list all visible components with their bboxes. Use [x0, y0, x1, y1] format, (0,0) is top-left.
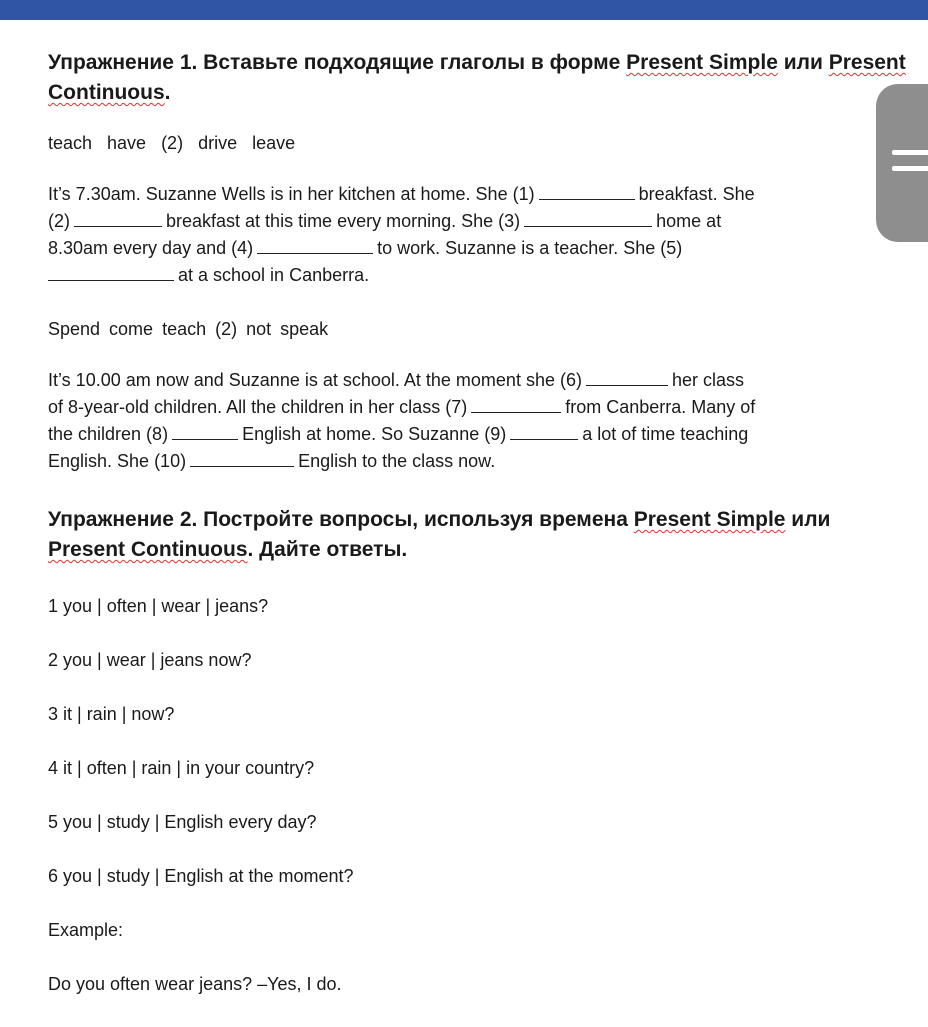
question-4: 4 it | often | rain | in your country? — [48, 758, 315, 778]
paragraph-1-line — [48, 235, 908, 262]
question-3: 3 it | rain | now? — [48, 704, 175, 724]
blank-1[interactable] — [539, 183, 635, 200]
paragraph-1-line — [48, 208, 908, 235]
handle-grip-icon — [892, 150, 928, 155]
blank-2[interactable] — [74, 210, 162, 227]
blank-6[interactable] — [586, 369, 668, 386]
exercise-1-heading-text: Упражнение 1. Вставьте подходящие глаголы в форме — [48, 51, 627, 74]
example-text: Do you often wear jeans? –Yes, I do. — [48, 974, 342, 994]
text: from Canberra. Many of — [565, 397, 756, 417]
example-label: Example: — [48, 920, 124, 940]
top-app-bar — [0, 0, 928, 20]
drag-handle[interactable] — [876, 84, 928, 242]
exercise-2-heading-text: Упражнение 2. Постройте вопросы, используя времена — [48, 508, 634, 531]
paragraph-2-line — [48, 421, 908, 448]
paragraph-1 — [48, 181, 908, 289]
document-page — [48, 30, 908, 998]
blank-7[interactable] — [471, 396, 561, 413]
paragraph-1-line — [48, 181, 908, 208]
text: English at home. So Suzanne (9) — [242, 424, 507, 444]
text: breakfast. She — [638, 184, 755, 204]
text: English. She (10) — [48, 451, 187, 471]
blank-4[interactable] — [257, 237, 373, 254]
heading-or: или — [785, 508, 831, 531]
text: a lot of time teaching — [582, 424, 749, 444]
heading-dot: . — [164, 81, 171, 104]
term-present-continuous: Present Continuous — [48, 51, 906, 104]
heading-tail: . Дайте ответы. — [247, 538, 408, 561]
question-2: 2 you | wear | jeans now? — [48, 650, 252, 670]
text: to work. Suzanne is a teacher. She (5) — [377, 238, 683, 258]
heading-or: или — [777, 51, 829, 74]
paragraph-2-line — [48, 367, 908, 394]
text: It’s 7.30am. Suzanne Wells is in her kitchen at home. She (1) — [48, 184, 535, 204]
term-present-simple: Present Simple — [626, 51, 778, 74]
blank-9[interactable] — [510, 423, 578, 440]
question-1: 1 you | often | wear | jeans? — [48, 596, 269, 616]
blank-5[interactable] — [48, 264, 174, 281]
exercise-1-heading — [48, 48, 908, 108]
blank-3[interactable] — [524, 210, 652, 227]
text: English to the class now. — [298, 451, 496, 471]
term-present-continuous: Present Continuous — [48, 538, 248, 561]
question-5: 5 you | study | English every day? — [48, 812, 317, 832]
blank-10[interactable] — [190, 450, 294, 467]
text: at a school in Canberra. — [178, 265, 370, 285]
question-6: 6 you | study | English at the moment? — [48, 866, 354, 886]
text: of 8-year-old children. All the children in her class (7) — [48, 397, 468, 417]
text: the children (8) — [48, 424, 169, 444]
paragraph-2-line — [48, 394, 908, 421]
term-present-simple: Present Simple — [633, 508, 786, 531]
word-bank-2: Spend come teach (2) not speak — [48, 319, 329, 339]
text: home at — [656, 211, 722, 231]
text: It’s 10.00 am now and Suzanne is at school. At the moment she (6) — [48, 370, 582, 390]
exercise-2-heading — [48, 505, 908, 565]
word-bank-1: teach have (2) drive leave — [48, 133, 296, 153]
handle-grip-icon — [892, 166, 928, 171]
paragraph-2 — [48, 367, 908, 475]
paragraph-1-line — [48, 262, 908, 289]
text: her class — [671, 370, 745, 390]
blank-8[interactable] — [172, 423, 238, 440]
text: 8.30am every day and (4) — [48, 238, 254, 258]
text: breakfast at this time every morning. She (3) — [166, 211, 521, 231]
paragraph-2-line — [48, 448, 908, 475]
text: (2) — [48, 211, 70, 231]
